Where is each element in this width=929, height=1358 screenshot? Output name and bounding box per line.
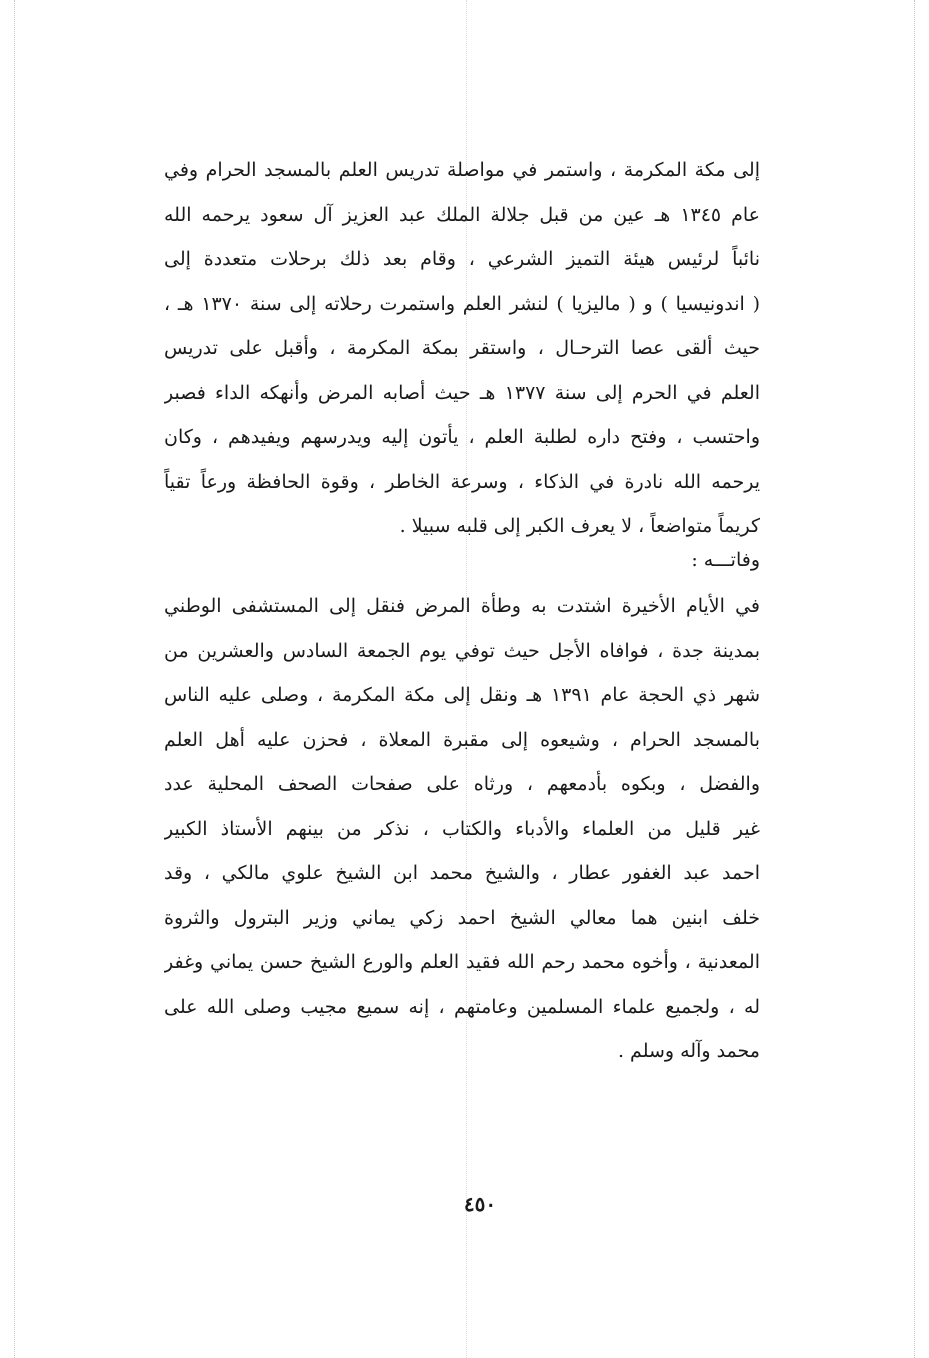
text-line: ( اندونيسيا ) و ( ماليزيا ) لنشر العلم واستمرت رحلاته إلى سنة ١٣٧٠ هـ ، (164, 292, 760, 315)
scan-artifact-right (914, 0, 915, 1358)
text-line: له ، ولجميع علماء المسلمين وعامتهم ، إنه سميع مجيب وصلى الله على (164, 995, 760, 1018)
text-line: المعدنية ، وأخوه محمد رحم الله فقيد العلم والورع الشيخ حسن يماني وغفر (164, 951, 760, 973)
biography-paragraph (164, 148, 760, 549)
text-line: عام ١٣٤٥ هـ عين من قبل جلالة الملك عبد العزيز آل سعود يرحمه الله (164, 203, 760, 226)
text-line: إلى مكة المكرمة ، واستمر في مواصلة تدريس العلم بالمسجد الحرام وفي (164, 159, 760, 181)
text-line: غير قليل من العلماء والأدباء والكتاب ، نذكر من بينهم الأستاذ الكبير (164, 817, 760, 840)
text-line: واحتسب ، وفتح داره لطلبة العلم ، يأتون إليه ويدرسهم ويفيدهم ، وكان (164, 426, 760, 448)
text-line: احمد عبد الغفور عطار ، والشيخ محمد ابن الشيخ علوي مالكي ، وقد (164, 862, 760, 884)
text-line: كريماً متواضعاً ، لا يعرف الكبر إلى قلبه سبيلا . (399, 515, 760, 537)
text-line: نائباً لرئيس هيئة التميز الشرعي ، وقام بعد ذلك برحلات متعددة إلى (164, 248, 760, 270)
text-line: يرحمه الله نادرة في الذكاء ، وسرعة الخاطر ، وقوة الحافظة ورعاً تقياً (164, 470, 760, 493)
text-line: شهر ذي الحجة عام ١٣٩١ هـ ونقل إلى مكة المكرمة ، وصلى عليه الناس (164, 684, 760, 706)
text-line: محمد وآله وسلم . (617, 1040, 760, 1062)
section-heading: وفاتـــه : (691, 549, 760, 571)
text-line: والفضل ، وبكوه بأدمعهم ، ورثاه على صفحات الصحف المحلية عدد (164, 773, 760, 795)
text-line: بمدينة جدة ، فوافاه الأجل حيث توفي يوم الجمعة السادس والعشرين من (164, 639, 760, 662)
text-line: خلف ابنين هما معالي الشيخ احمد زكي يماني وزير البترول والثروة (164, 906, 760, 929)
death-paragraph (164, 584, 760, 1074)
text-line: حيث ألقى عصا الترحـال ، واستقر بمكة المكرمة ، وأقبل على تدريس (164, 337, 760, 359)
text-line: بالمسجد الحرام ، وشيعوه إلى مقبرة المعلاة ، فحزن عليه أهل العلم (164, 728, 760, 751)
page-number: ٤٥٠ (463, 1192, 497, 1216)
text-line: في الأيام الأخيرة اشتدت به وطأة المرض فنقل إلى المستشفى الوطني (164, 595, 760, 617)
scan-artifact-left (14, 0, 15, 1358)
text-line: العلم في الحرم إلى سنة ١٣٧٧ هـ حيث أصابه المرض وأنهكه الداء فصبر (164, 381, 760, 404)
